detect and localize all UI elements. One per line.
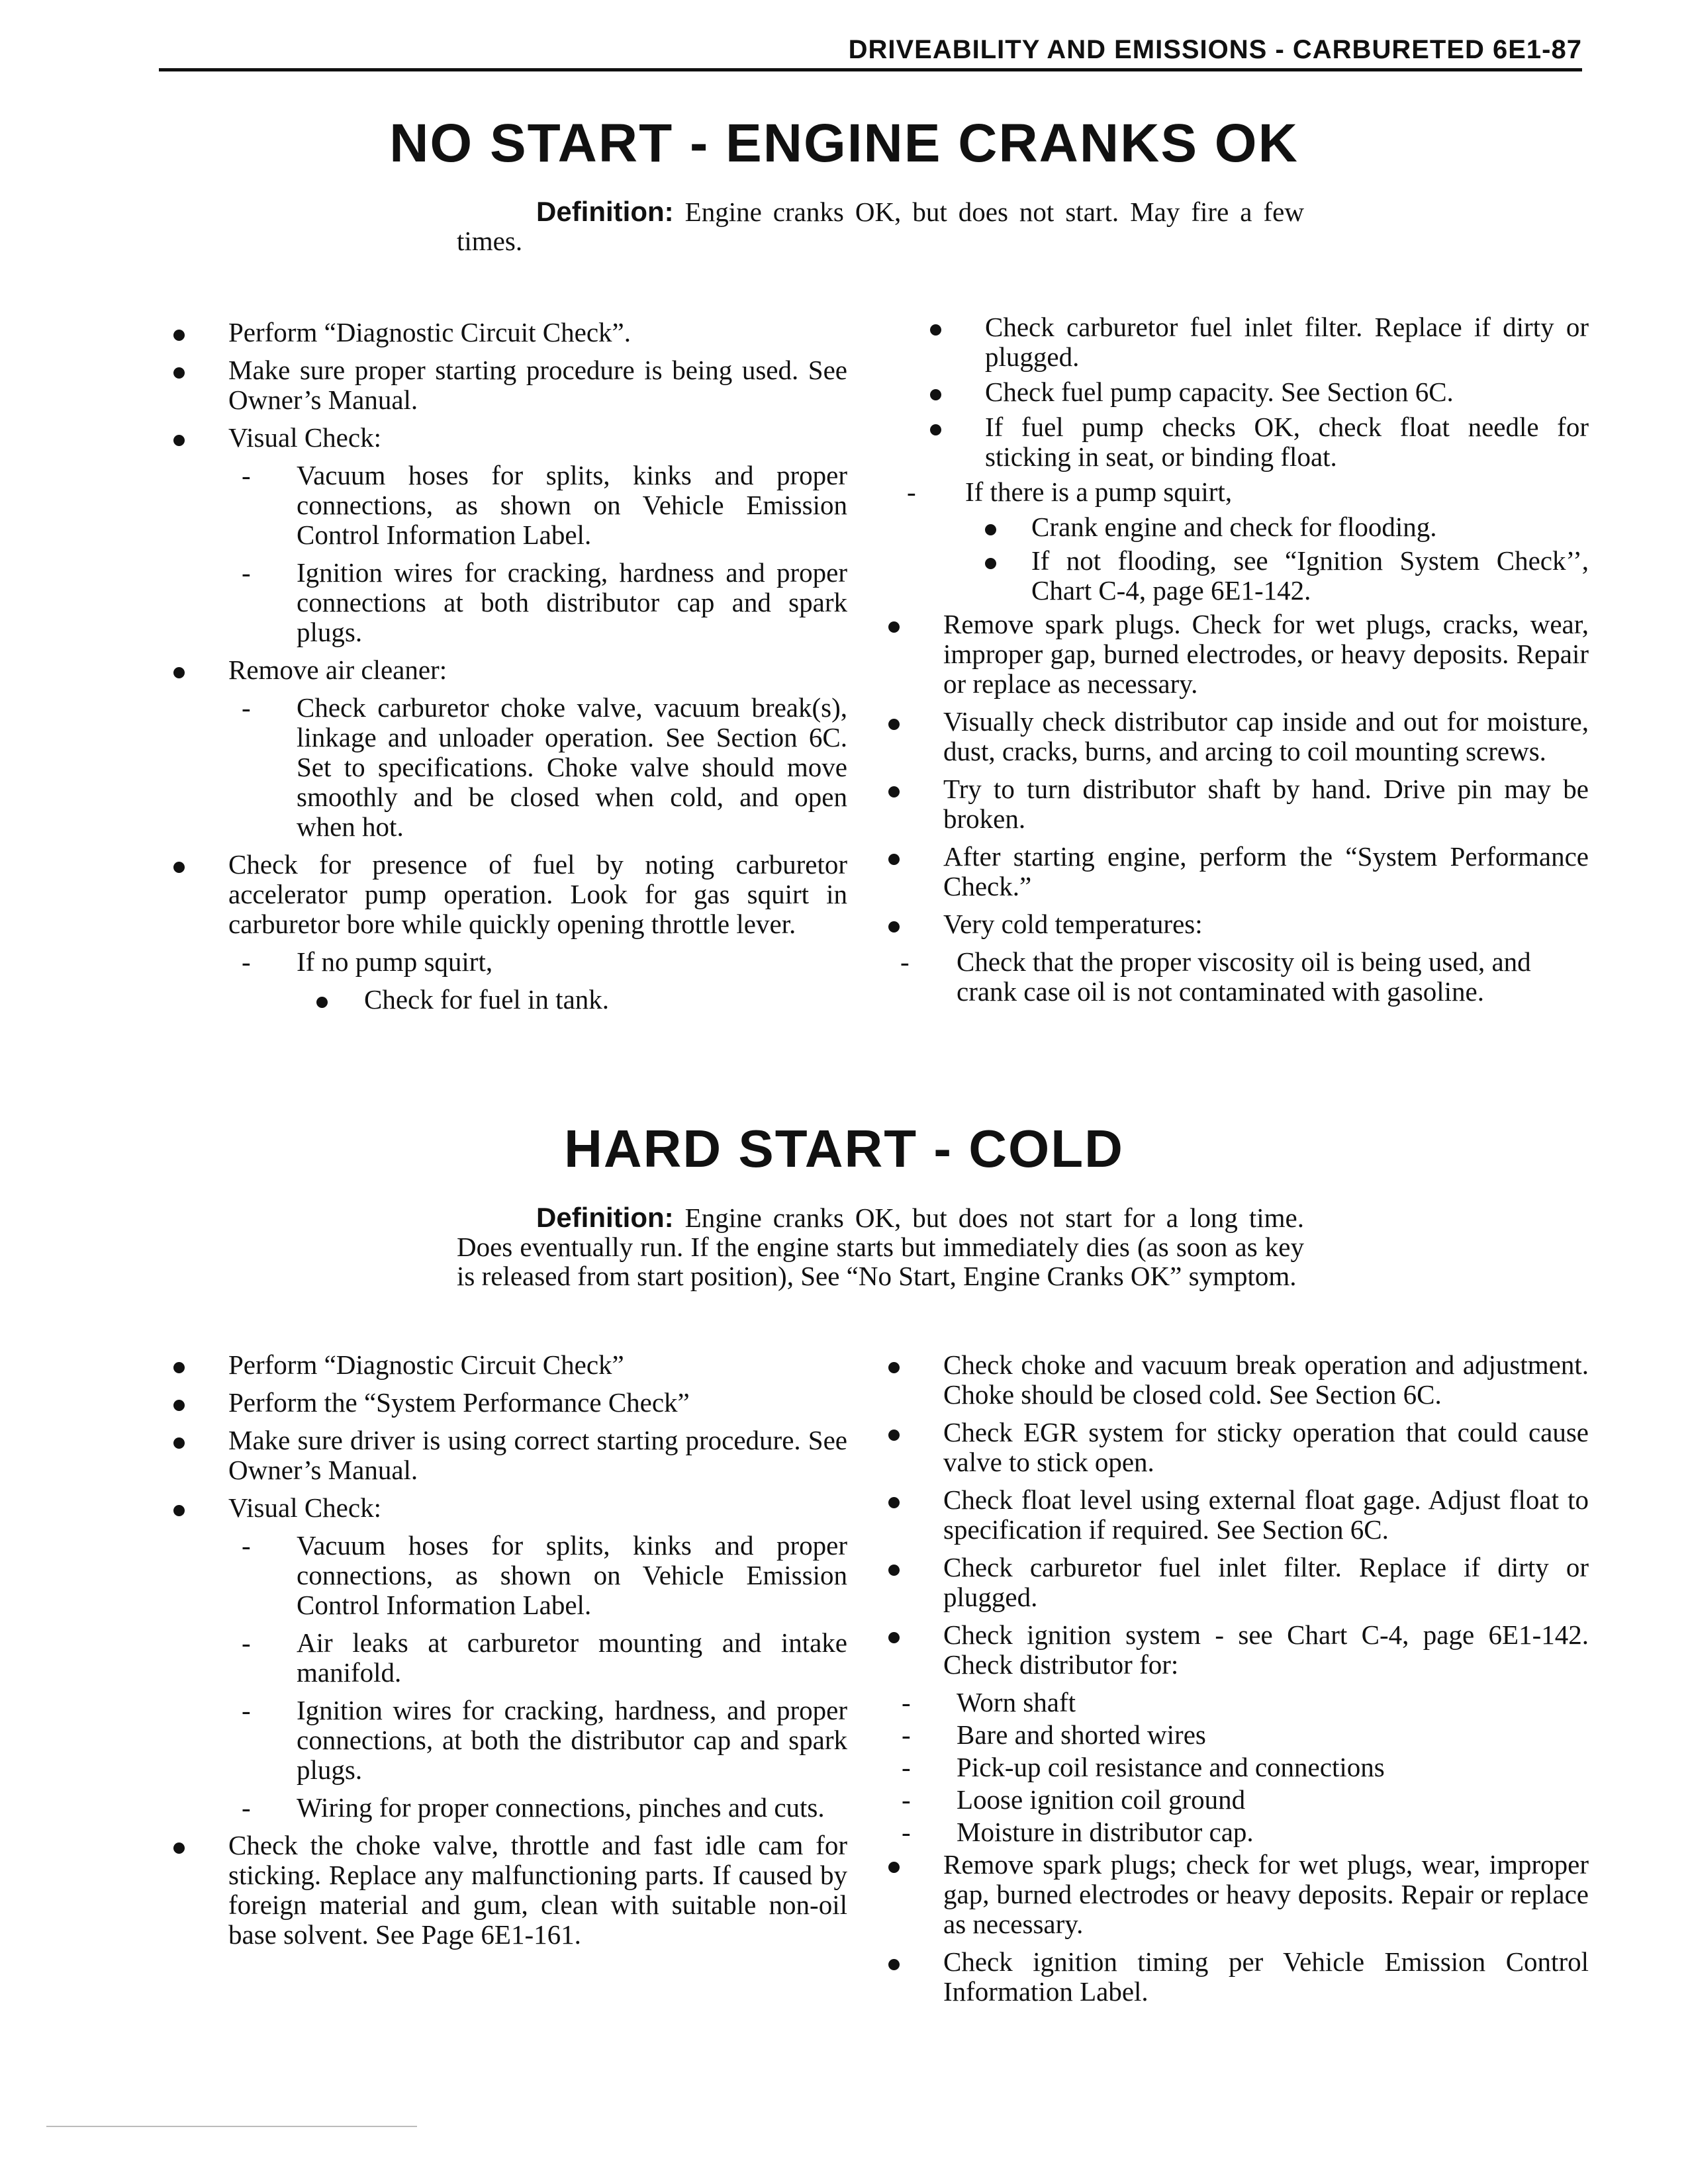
list-item: Very cold temperatures: (887, 909, 1589, 939)
sub-item: - Check that the proper viscosity oil is being used, and crank case oil is not contaminated with gasoline. (887, 947, 1589, 1007)
list-item: Check carburetor fuel inlet filter. Replace if dirty or plugged. (887, 312, 1589, 372)
definition-no-start (457, 197, 1304, 255)
list-item: Check EGR system for sticky operation that could cause valve to stick open. (887, 1418, 1589, 1477)
sub-item: - Loose ignition coil ground (887, 1785, 1589, 1815)
list-item: Perform “Diagnostic Circuit Check”. (172, 318, 847, 347)
sub-item: - Ignition wires for cracking, hardness, and proper connections, at both the distributor cap and spark plugs. (172, 1696, 847, 1785)
sub-item: - Vacuum hoses for splits, kinks and proper connections, as shown on Vehicle Emission Control Information Label. (172, 461, 847, 550)
definition-text: Engine cranks OK, but does not start. May fire a few times. (457, 197, 1304, 256)
sub-item: - If there is a pump squirt, (887, 477, 1589, 507)
section-title-no-start: NO START - ENGINE CRANKS OK (389, 113, 1299, 173)
list-item: Make sure proper starting procedure is being used. See Owner’s Manual. (172, 355, 847, 415)
definition-label: Definition: (536, 1202, 674, 1233)
list-item: Perform the “System Performance Check” (172, 1388, 847, 1418)
list-item: Try to turn distributor shaft by hand. Drive pin may be broken. (887, 774, 1589, 834)
sub-item: - Bare and shorted wires (887, 1720, 1589, 1750)
list-item: Check carburetor fuel inlet filter. Replace if dirty or plugged. (887, 1553, 1589, 1612)
footer-rule (46, 2126, 417, 2127)
sub-item: - Pick-up coil resistance and connections (887, 1752, 1589, 1782)
list-item: After starting engine, perform the “System Performance Check.” (887, 842, 1589, 901)
list-item: Check choke and vacuum break operation and adjustment. Choke should be closed cold. See Section 6C. (887, 1350, 1589, 1410)
definition-label: Definition: (536, 196, 674, 227)
list-item: Remove spark plugs. Check for wet plugs, cracks, wear, improper gap, burned electrodes, or heavy deposits. Repair or replace as necessary. (887, 610, 1589, 699)
list-item: Check ignition timing per Vehicle Emission Control Information Label. (887, 1947, 1589, 2007)
list-item: Visual Check: (172, 423, 847, 453)
list-item: Visually check distributor cap inside and out for moisture, dust, cracks, burns, and arcing to coil mounting screws. (887, 707, 1589, 766)
list-item: If fuel pump checks OK, check float needle for sticking in seat, or binding float. (887, 412, 1589, 472)
definition-text: Engine cranks OK, but does not start for a long time. Does eventually run. If the engine starts but immediately dies (as soon as key is released from start position), See “No Start, Engine Cranks OK” symptom. (457, 1203, 1304, 1291)
list-item: Check fuel pump capacity. See Section 6C. (887, 377, 1589, 407)
sub-sub-item: Crank engine and check for flooding. (887, 512, 1589, 542)
list-item: Visual Check: (172, 1493, 847, 1523)
list-item: Perform “Diagnostic Circuit Check” (172, 1350, 847, 1380)
sub-item: - Air leaks at carburetor mounting and intake manifold. (172, 1628, 847, 1688)
list-item: Remove spark plugs; check for wet plugs, wear, improper gap, burned electrodes or heavy deposits. Repair or replace as necessary. (887, 1850, 1589, 1939)
sub-item: - Wiring for proper connections, pinches and cuts. (172, 1793, 847, 1823)
list-item: Make sure driver is using correct starting procedure. See Owner’s Manual. (172, 1426, 847, 1485)
sub-item: - If no pump squirt, (172, 947, 847, 977)
list-item: Check for presence of fuel by noting carburetor accelerator pump operation. Look for gas squirt in carburetor bore while quickly opening throttle lever. (172, 850, 847, 939)
sub-item: - Worn shaft (887, 1688, 1589, 1717)
list-item: Check the choke valve, throttle and fast idle cam for sticking. Replace any malfunctioning parts. If caused by foreign material and gum, clean with suitable non-oil base solvent. See Page 6E1-161. (172, 1831, 847, 1950)
hard-start-right-column (887, 1350, 1589, 2015)
section-title-hard-start: HARD START - COLD (564, 1119, 1124, 1178)
running-head: DRIVEABILITY AND EMISSIONS - CARBURETED 6E1-87 (159, 33, 1582, 71)
sub-item: - Check carburetor choke valve, vacuum break(s), linkage and unloader operation. See Section 6C. Set to specifications. Choke valve should move smoothly and be closed when cold, and open when hot. (172, 693, 847, 842)
sub-item: - Ignition wires for cracking, hardness and proper connections at both distributor cap and spark plugs. (172, 558, 847, 647)
list-item: Check ignition system - see Chart C-4, page 6E1-142. Check distributor for: (887, 1620, 1589, 1680)
sub-sub-item: Check for fuel in tank. (172, 985, 847, 1015)
no-start-right-column (887, 312, 1589, 1012)
definition-hard-start (457, 1203, 1304, 1291)
list-item: Check float level using external float gage. Adjust float to specification if required. See Section 6C. (887, 1485, 1589, 1545)
list-item: Remove air cleaner: (172, 655, 847, 685)
no-start-left-column (172, 318, 847, 1020)
sub-sub-item: If not flooding, see “Ignition System Check’’, Chart C-4, page 6E1-142. (887, 546, 1589, 606)
hard-start-left-column (172, 1350, 847, 1958)
sub-item: - Moisture in distributor cap. (887, 1817, 1589, 1847)
sub-item: - Vacuum hoses for splits, kinks and proper connections, as shown on Vehicle Emission Control Information Label. (172, 1531, 847, 1620)
